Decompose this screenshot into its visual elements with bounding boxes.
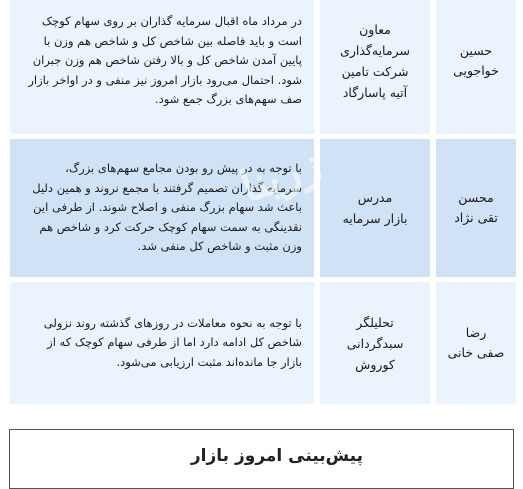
- analyst-opinion-text: با توجه به نحوه معاملات در روزهای گذشته روند نزولی شاخص کل ادامه دارد اما از طرفی سهام کوچک که از بازار جا مانده‌اند مثبت ارزیابی می‌شود.: [43, 315, 302, 369]
- forecast-title: پیش‌بینی امروز بازار: [190, 446, 363, 466]
- analyst-opinions-table: [10, 0, 516, 404]
- analyst-name: حسین خواجویی: [436, 0, 516, 134]
- table-row: [10, 0, 516, 134]
- analyst-name: محسن تقی نژاد: [436, 139, 516, 277]
- analyst-opinion: [10, 0, 314, 134]
- table-row: [10, 282, 516, 404]
- analyst-role: تحلیلگر سبدگردانی کوروش: [320, 282, 430, 404]
- analyst-opinion: [10, 282, 314, 404]
- analyst-role: مدرس بازار سرمایه: [320, 139, 430, 277]
- table-row: [10, 139, 516, 277]
- watermark-logo: زرینا: [233, 137, 328, 214]
- analyst-opinion-text: در مرداد ماه اقبال سرمایه گذاران بر روی سهام کوچک است و باید فاصله بین شاخص کل و شاخص هم وزن با پایین آمدن شاخص کل و بالا رفتن شاخص هم وزن جبران شود. احتمال می‌رود بازار امروز نیز منفی و در اواخر بازار صف سهم‌های بزرگ جمع شود.: [28, 14, 302, 107]
- analyst-name: رضا صفی خانی: [436, 282, 516, 404]
- analyst-role: معاون سرمایه‌گذاری شرکت تامین آتیه پاسارگاد: [320, 0, 430, 134]
- analyst-opinion: [10, 139, 314, 277]
- forecast-box: [9, 429, 514, 489]
- analyst-opinion-text: با توجه به در پیش رو بودن مجامع سهم‌های بزرگ، سرمایه گذاران تصمیم گرفتند با مجمع نروند و همین دلیل باعث شد سهام بزرگ منفی و اصلاح شوند. از طرفی این نقدینگی به سمت سهام کوچک حرکت کرد و شاخص هم وزن مثبت و شاخص کل منفی شد.: [32, 161, 302, 254]
